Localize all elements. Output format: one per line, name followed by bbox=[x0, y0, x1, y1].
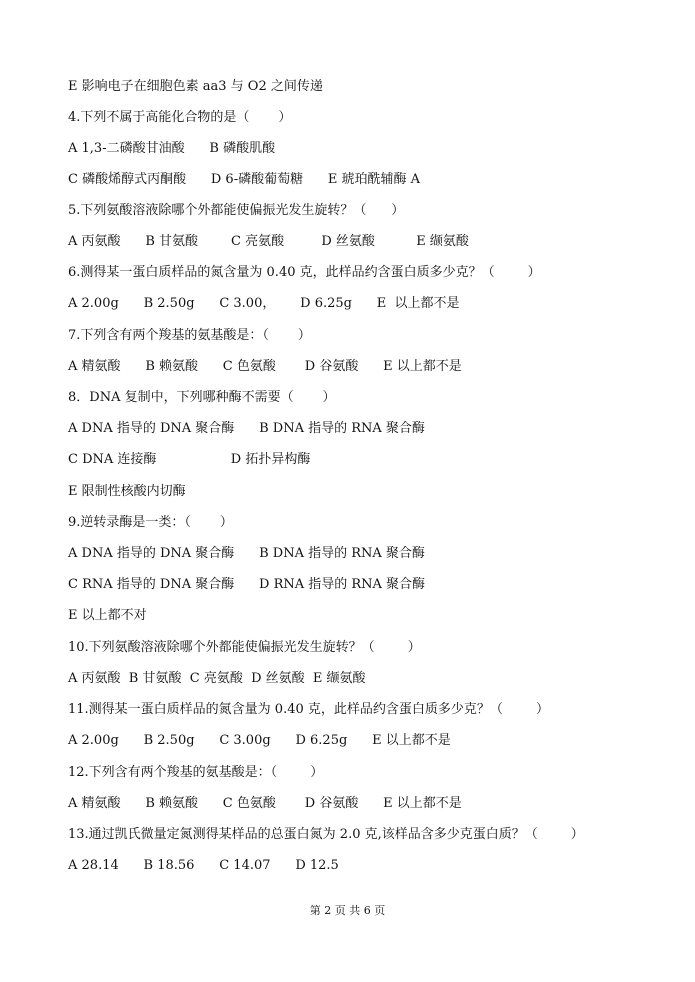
page-footer: 第 2 页 共 6 页 bbox=[309, 904, 386, 917]
question-4-options-2: C 磷酸烯醇式丙酮酸 D 6-磷酸葡萄糖 E 琥珀酰辅酶 A bbox=[68, 172, 421, 187]
question-13: 13.通过凯氏微量定氮测得某样品的总蛋白氮为 2.0 克,该样品含多少克蛋白质？（ ） bbox=[68, 827, 584, 842]
question-5: 5.下列氨酸溶液除哪个外都能使偏振光发生旋转？（ ） bbox=[68, 203, 405, 218]
question-8: 8．DNA 复制中，下列哪种酶不需要（ ） bbox=[68, 390, 336, 405]
question-8-options-3: E 限制性核酸内切酶 bbox=[68, 484, 186, 499]
question-9: 9.逆转录酶是一类：（ ） bbox=[68, 515, 233, 530]
question-10: 10.下列氨酸溶液除哪个外都能使偏振光发生旋转？（ ） bbox=[68, 640, 421, 655]
question-6: 6.测得某一蛋白质样品的氮含量为 0.40 克，此样品约含蛋白质多少克？（ ） bbox=[68, 265, 541, 280]
question-9-options-1: A DNA 指导的 DNA 聚合酶 B DNA 指导的 RNA 聚合酶 bbox=[68, 546, 425, 561]
question-7-options: A 精氨酸 B 赖氨酸 C 色氨酸 D 谷氨酸 E 以上都不是 bbox=[68, 359, 462, 374]
question-7: 7.下列含有两个羧基的氨基酸是：（ ） bbox=[68, 328, 311, 343]
question-10-options: A 丙氨酸 B 甘氨酸 C 亮氨酸 D 丝氨酸 E 缬氨酸 bbox=[68, 671, 366, 686]
question-13-options: A 28.14 B 18.56 C 14.07 D 12.5 bbox=[68, 858, 339, 873]
question-12-options: A 精氨酸 B 赖氨酸 C 色氨酸 D 谷氨酸 E 以上都不是 bbox=[68, 796, 462, 811]
question-6-options: A 2.00g B 2.50g C 3.00， D 6.25g E 以上都不是 bbox=[68, 296, 460, 311]
question-4-options-1: A 1,3-二磷酸甘油酸 B 磷酸肌酸 bbox=[68, 141, 276, 156]
question-8-options-1: A DNA 指导的 DNA 聚合酶 B DNA 指导的 RNA 聚合酶 bbox=[68, 421, 425, 436]
question-11: 11.测得某一蛋白质样品的氮含量为 0.40 克，此样品约含蛋白质多少克？（ ） bbox=[68, 702, 549, 717]
question-12: 12.下列含有两个羧基的氨基酸是：（ ） bbox=[68, 765, 324, 780]
question-9-options-3: E 以上都不对 bbox=[68, 608, 147, 623]
question-5-options: A 丙氨酸 B 甘氨酸 C 亮氨酸 D 丝氨酸 E 缬氨酸 bbox=[68, 234, 469, 249]
question-9-options-2: C RNA 指导的 DNA 聚合酶 D RNA 指导的 RNA 聚合酶 bbox=[68, 577, 426, 592]
question-11-options: A 2.00g B 2.50g C 3.00g D 6.25g E 以上都不是 bbox=[68, 733, 451, 748]
question-8-options-2: C DNA 连接酶 D 拓扑异构酶 bbox=[68, 452, 311, 467]
text-line-1: E 影响电子在细胞色素 aa3 与 O2 之间传递 bbox=[68, 79, 323, 94]
question-4: 4.下列不属于高能化合物的是（ ） bbox=[68, 110, 292, 125]
